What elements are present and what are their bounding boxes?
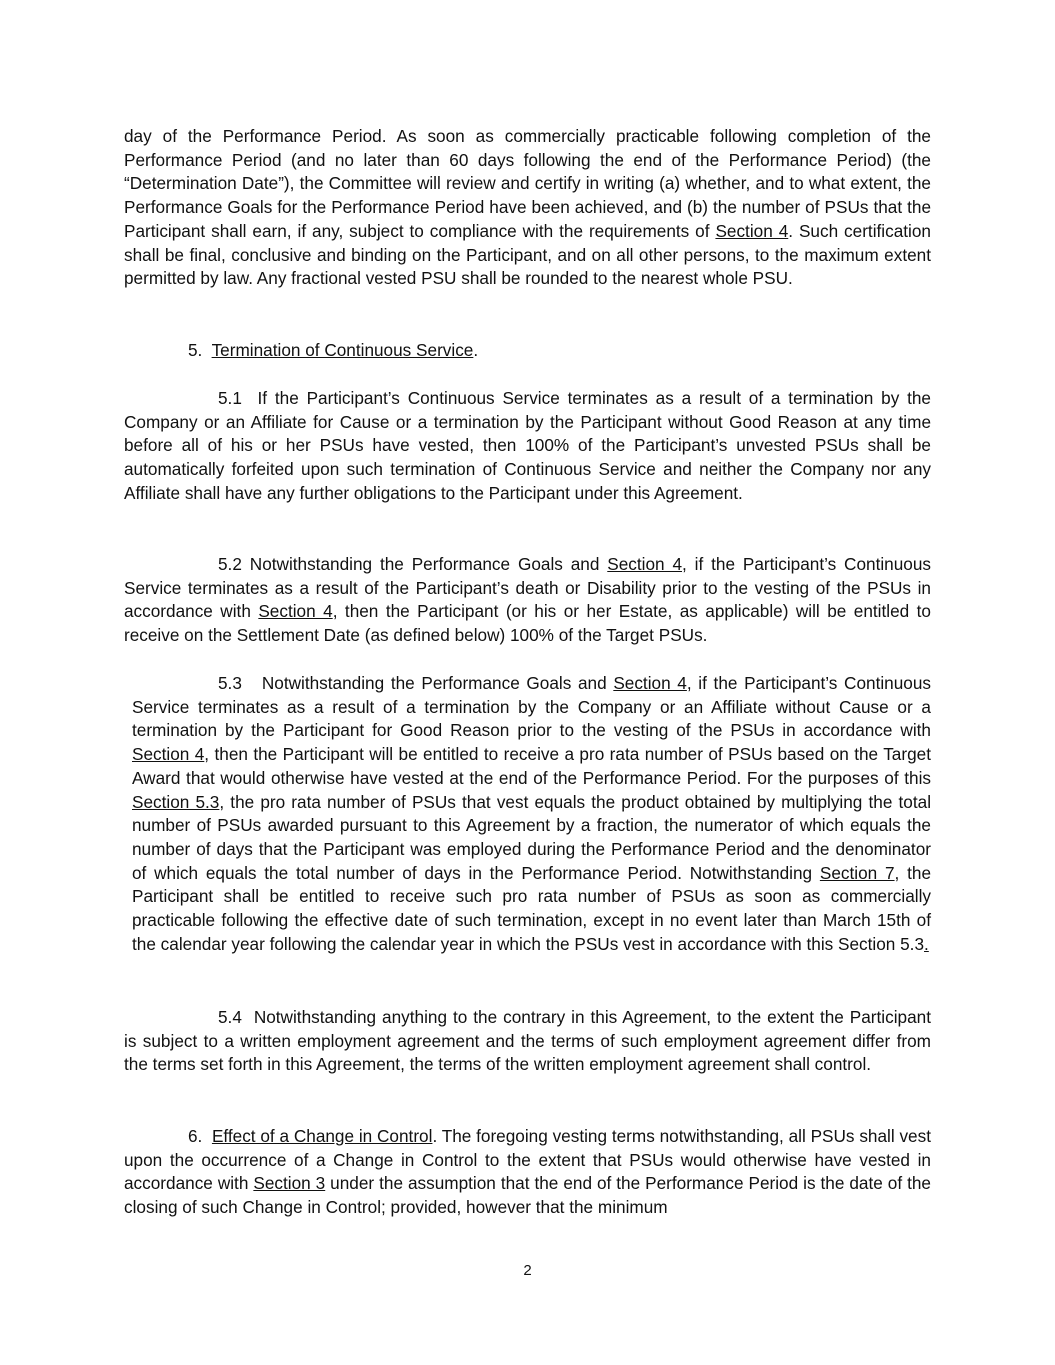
section-5-heading: 5. Termination of Continuous Service. [188, 340, 479, 360]
section-5-3-number: 5.3 [218, 673, 242, 693]
page-number: 2 [523, 1262, 532, 1279]
section-5-1-number: 5.1 [218, 388, 242, 408]
section-7-reference: Section 7 [819, 862, 895, 883]
section-5-4-number: 5.4 [218, 1007, 242, 1027]
continuation-paragraph: day of the Performance Period. As soon as commercially practicable following completion of the Performance Period (and no later than 60 days following the end of the Performance Period) (the “Determination Date”), the Committee will review and certify in writing (a) whether, and to what extent, the Performance Goals for the Performance Period have been achieved, and (b) the number of PSUs that the Participant shall earn, if any, subject to compliance with the requirements of Section 4. Such certification shall be final, conclusive and binding on the Participant, and on all other persons, to the maximum extent permitted by law. Any fractional vested PSU shall be rounded to the nearest whole PSU. [124, 126, 931, 289]
section-4-reference: Section 4 [607, 554, 683, 574]
section-5-1-paragraph: 5.1 If the Participant’s Continuous Service terminates as a result of a termination by the Company or an Affiliate for Cause or a termination by the Participant without Good Reason at any time before all of his or her PSUs have vested, then 100% of the Participant’s unvested PSUs shall be automatically forfeited upon such termination of Continuous Service and neither the Company nor any Affiliate shall have any further obligations to the Participant under this Agreement. [124, 388, 931, 503]
section-5-2-paragraph: 5.2 Notwithstanding the Performance Goals and Section 4, if the Participant’s Continuous Service terminates as a result of the Participant’s death or Disability prior to the vesting of the PSUs in accordance with Section 4, then the Participant (or his or her Estate, as applicable) will be entitled to receive on the Settlement Date (as defined below) 100% of the Target PSUs. [124, 554, 932, 646]
section-5-title: Termination of Continuous Service [211, 340, 474, 360]
section-6-title: Effect of a Change in Control [211, 1126, 433, 1146]
section-5-3-reference: Section 5.3 [132, 791, 220, 812]
section-4-reference: Section 4 [613, 673, 687, 693]
section-4-reference: Section 4 [132, 744, 205, 765]
section-5-3-paragraph: 5.3 Notwithstanding the Performance Goals and Section 4, if the Participant’s Continuous Service terminates as a result of a termination by the Company or an Affiliate without Cause or a termination by the Participant for Good Reason prior to the vesting of the PSUs in accordance with Section 4, then the Participant will be entitled to receive a pro rata number of PSUs based on the Target Award that would otherwise have vested at the end of the Performance Period. For the purposes of this Section 5.3, the pro rata number of PSUs that vest equals the product obtained by multiplying the total number of PSUs awarded pursuant to this Agreement by a fraction, the numerator of which equals the number of days that the Participant was employed during the Performance Period and the denominator of which equals the total number of days in the Performance Period. Notwithstanding Section 7, the Participant shall be entitled to receive such pro rata number of PSUs as soon as commercially practicable following the effective date of such termination, except in no event later than March 15th of the calendar year following the calendar year in which the PSUs vest in accordance with this Section 5.3. [132, 673, 932, 954]
section-6-paragraph: 6. Effect of a Change in Control. The foregoing vesting terms notwithstanding, all PSUs shall vest upon the occurrence of a Change in Control to the extent that PSUs would otherwise have vested in accordance with Section 3 under the assumption that the end of the Performance Period is the date of the closing of such Change in Control; provided, however that the minimum [124, 1126, 931, 1218]
section-6-number: 6. [188, 1126, 203, 1146]
section-5-2-number: 5.2 [218, 554, 242, 574]
section-3-reference: Section 3 [253, 1173, 326, 1194]
section-5-4-paragraph: 5.4 Notwithstanding anything to the contrary in this Agreement, to the extent the Participant is subject to a written employment agreement and the terms of such employment agreement differ from the terms set forth in this Agreement, the terms of the written employment agreement shall control. [124, 1007, 931, 1075]
section-4-reference: Section 4 [715, 220, 789, 241]
section-4-reference: Section 4 [258, 601, 333, 622]
